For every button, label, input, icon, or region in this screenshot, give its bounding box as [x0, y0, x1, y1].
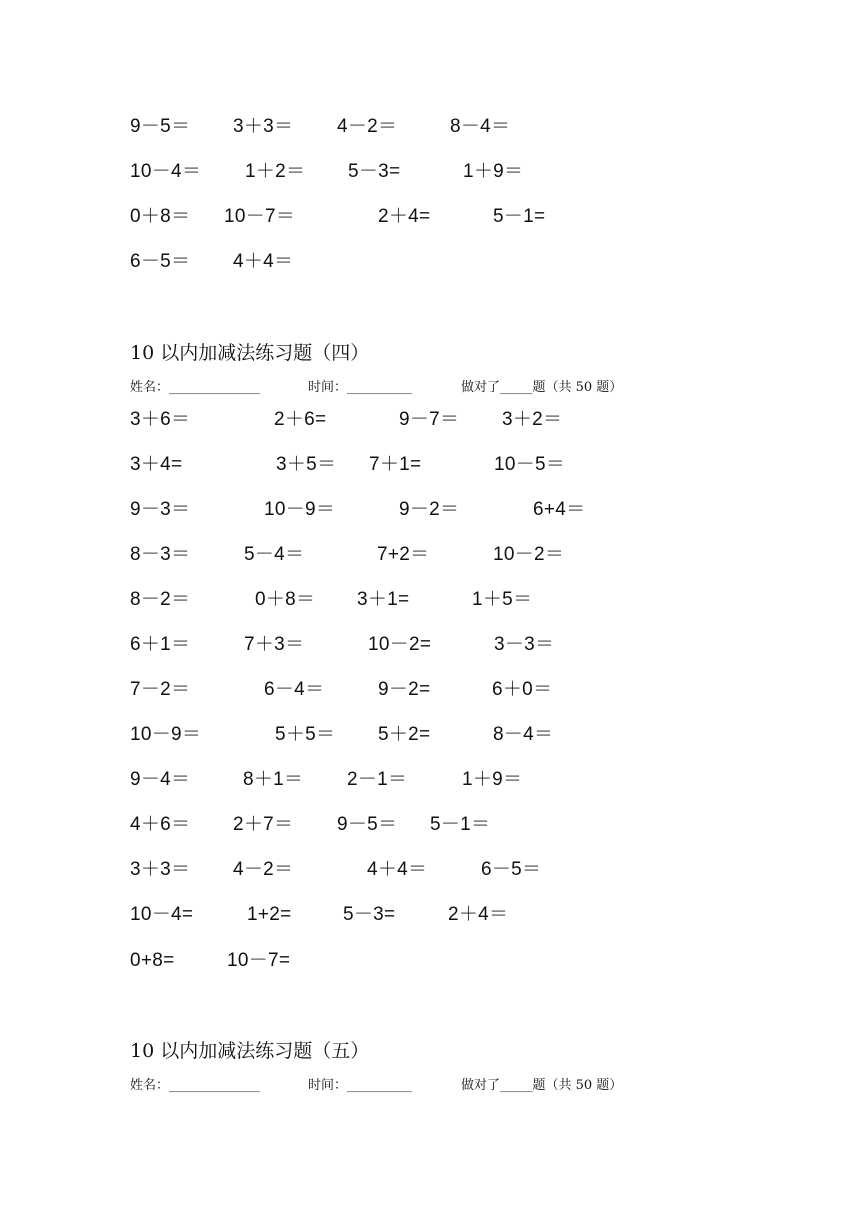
time-field: 时间：__________ [308, 380, 413, 395]
problem: 10－9＝ [264, 499, 336, 520]
problem: 8－4＝ [493, 724, 554, 745]
problem: 7＋1= [369, 454, 422, 475]
problem: 8－2＝ [130, 589, 191, 610]
problem: 0＋8＝ [255, 589, 316, 610]
problem: 5－1= [493, 206, 546, 227]
problem: 3＋3＝ [233, 116, 294, 137]
problem: 7－2＝ [130, 679, 191, 700]
problem-row [0, 855, 860, 885]
problem: 5－1＝ [430, 814, 491, 835]
problem: 5－3= [348, 161, 401, 182]
problem: 3＋6＝ [130, 409, 191, 430]
problem: 1＋9＝ [463, 161, 524, 182]
problem-row [0, 675, 860, 705]
name-field: 姓名：______________ [130, 1078, 261, 1093]
problem: 10－7= [227, 950, 291, 971]
problem: 4＋6＝ [130, 814, 191, 835]
problem: 5－3= [343, 904, 396, 925]
problem: 2＋4＝ [448, 904, 509, 925]
problem: 9－7＝ [399, 409, 460, 430]
problem: 10－7＝ [224, 206, 296, 227]
problem: 10－4＝ [130, 161, 202, 182]
problem-row [0, 247, 860, 277]
problem: 2－1＝ [347, 769, 408, 790]
problem: 4＋4＝ [233, 251, 294, 272]
section-title: 10 以内加减法练习题（五） [130, 1040, 370, 1062]
problem: 3＋4= [130, 454, 183, 475]
problem: 6+4＝ [533, 499, 586, 520]
problem: 10－9＝ [130, 724, 202, 745]
problem: 10－5＝ [494, 454, 566, 475]
problem-row [0, 540, 860, 570]
problem-row [0, 405, 860, 435]
problem: 6－5＝ [481, 859, 542, 880]
problem: 8－3＝ [130, 544, 191, 565]
problem-row [0, 157, 860, 187]
problem: 1＋9＝ [462, 769, 523, 790]
problem: 1＋2＝ [245, 161, 306, 182]
problem-row [0, 946, 860, 976]
problem: 6－4＝ [264, 679, 325, 700]
problem: 4＋4＝ [367, 859, 428, 880]
problem: 8－4＝ [450, 116, 511, 137]
score-field: 做对了_____题（共 50 题） [461, 1078, 623, 1093]
problem: 9－2= [378, 679, 431, 700]
student-info [0, 1075, 860, 1097]
name-field: 姓名：______________ [130, 380, 261, 395]
student-info [0, 377, 860, 399]
section-title: 10 以内加减法练习题（四） [130, 342, 370, 364]
problem: 1＋5＝ [472, 589, 533, 610]
problem: 0+8= [130, 950, 175, 971]
score-field: 做对了_____题（共 50 题） [461, 380, 623, 395]
problem-row [0, 810, 860, 840]
problem: 5＋2= [378, 724, 431, 745]
problem: 9－3＝ [130, 499, 191, 520]
problem: 9－5＝ [130, 116, 191, 137]
problem: 4－2＝ [337, 116, 398, 137]
problem: 3＋1= [357, 589, 410, 610]
problem-row [0, 202, 860, 232]
problem-row [0, 112, 860, 142]
time-field: 时间：__________ [308, 1078, 413, 1093]
problem: 3＋5＝ [276, 454, 337, 475]
problem: 9－4＝ [130, 769, 191, 790]
problem-row [0, 765, 860, 795]
problem-row [0, 630, 860, 660]
problem: 5＋5＝ [275, 724, 336, 745]
problem: 3＋2＝ [502, 409, 563, 430]
problem: 10－2＝ [493, 544, 565, 565]
problem: 3－3＝ [494, 634, 555, 655]
problem-row [0, 450, 860, 480]
problem: 6＋0＝ [492, 679, 553, 700]
problem: 6＋1＝ [130, 634, 191, 655]
problem: 3＋3＝ [130, 859, 191, 880]
problem: 7+2＝ [377, 544, 430, 565]
problem: 5－4＝ [244, 544, 305, 565]
problem: 4－2＝ [233, 859, 294, 880]
problem: 10－2= [368, 634, 432, 655]
problem: 7＋3＝ [244, 634, 305, 655]
problem-row [0, 720, 860, 750]
problem-row [0, 900, 860, 930]
problem: 10－4= [130, 904, 194, 925]
problem: 2＋6= [274, 409, 327, 430]
problem: 0＋8＝ [130, 206, 191, 227]
problem: 2＋4= [378, 206, 431, 227]
problem: 2＋7＝ [233, 814, 294, 835]
problem: 8＋1＝ [243, 769, 304, 790]
problem-row [0, 585, 860, 615]
problem: 9－2＝ [399, 499, 460, 520]
problem: 1+2= [247, 904, 292, 925]
problem: 6－5＝ [130, 251, 191, 272]
problem: 9－5＝ [337, 814, 398, 835]
problem-row [0, 495, 860, 525]
